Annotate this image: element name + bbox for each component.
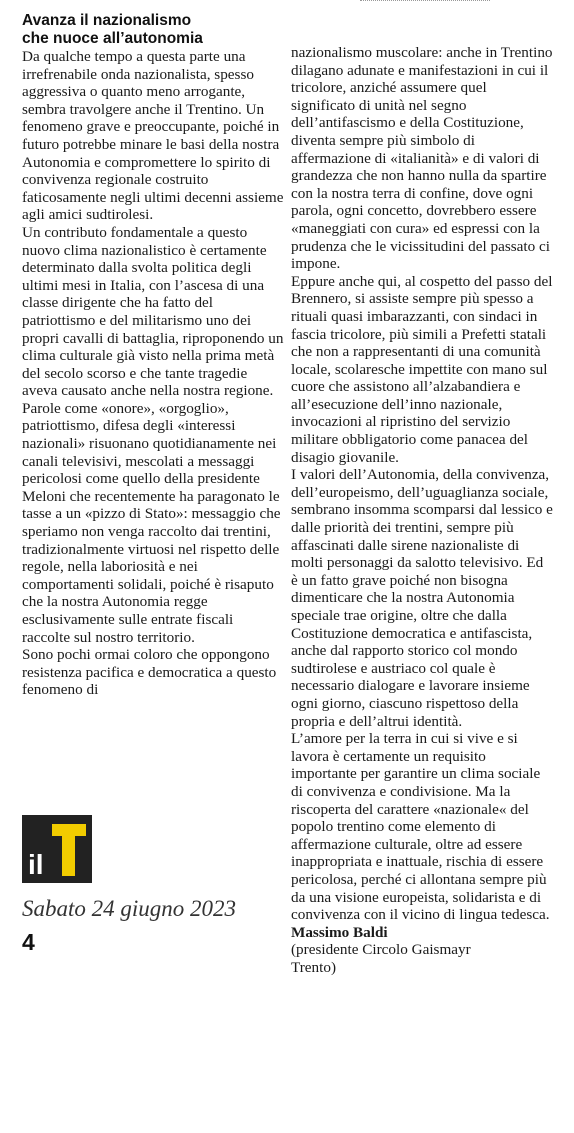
paragraph: Eppure anche qui, al cospetto del passo del Brennero, si assiste sempre più spesso a rituali quasi imbarazzanti, con sindaci in fascia tricolore, più simili a Prefetti statali che non a rappresentanti di una comunità locale, scolaresche impettite con mano sul cuore che assistono all’alzabandiera e all’esecuzione dell’inno nazionale, invocazioni al ripristino del servizio militare obbligatorio come panacea del disagio giovanile. [291, 272, 553, 466]
article-right-column [291, 44, 553, 976]
paragraph: Da qualche tempo a questa parte una irrefrenabile onda nazionalista, spesso aggressiva o quanto meno arrogante, sembra travolgere anche il Trentino. Un fenomeno grave e preoccupante, poiché in futuro potrebbe minare le basi della nostra Autonomia e compromettere lo spirito di convivenza regionale costruito faticosamente negli ultimi decenni assieme agli amici sudtirolesi. [22, 48, 284, 224]
page-top-rule [360, 0, 490, 3]
author-role-line-2: Trento) [291, 958, 337, 976]
author-role-line-1: (presidente Circolo Gaismayr [291, 941, 471, 959]
article-left-column [22, 12, 284, 699]
il-T-logo-icon [22, 815, 92, 883]
paragraph: nazionalismo muscolare: anche in Trentino dilagano adunate e manifestazioni in cui il tricolore, anziché assumere quel significato di unità nel segno dell’antifascismo e della Costituzione, diventa sempre più simbolo di affermazione di «italianità» e di valori di grandezza che non hanno nulla da spartire con la nostra terra di confine, dove ogni parola, ogni concetto, dovrebbero essere «maneggiati con cura» ed espressi con la prudenza che le vicissitudini del passato ci impone. [291, 44, 553, 273]
paragraph: Sono pochi ormai coloro che oppongono resistenza pacifica e democratica a questo fenomeno di [22, 646, 277, 699]
logo-text: il [28, 849, 44, 880]
article-headline [22, 12, 284, 48]
paragraph: I valori dell’Autonomia, della convivenza, dell’europeismo, dell’uguaglianza sociale, sembrano insomma scomparsi dal lessico e dalle priorità dei trentini, sempre più affascinati dalle sirene nazionaliste di molti personaggi da salotto televisivo. Ed è un fatto grave poiché non bisogna dimenticare che la nostra Autonomia speciale trae origine, oltre che dalla Costituzione democratica e antifascista, anche dal rapporto storico col mondo sudtirolese e austriaco col quale è necessario dialogare e lavorare insieme ogni giorno, ciascuno rispettoso della propria e dell’altrui identità. [291, 466, 553, 730]
logo-t-bar [52, 824, 86, 836]
paragraph: L’amore per la terra in cui si vive e si lavora è certamente un requisito importante per garantire un clima sociale di convivenza e condivisione. Ma la riscoperta del carattere «nazionale« del popolo trentino come elemento di affermazione culturale, oltre ad essere inappropriata e inattuale, rischia di essere pericolosa, perché ci allontana sempre più da una visione europeista, solidarista e di convivenza con il vicino di lingua tedesca. [291, 730, 550, 924]
paragraph: Un contributo fondamentale a questo nuovo clima nazionalistico è certamente determinato dalla svolta politica degli ultimi mesi in Italia, con l’ascesa di una classe dirigente che ha fatto del patriottismo e del militarismo uno dei propri cavalli di battaglia, riproponendo un clima culturale già visto nella prima metà del secolo scorso e che tante tragedie aveva causato anche nella nostra regione. Parole come «onore», «orgoglio», patriottismo, difesa degli «interessi nazionali» risuonano quotidianamente nei canali televisivi, mescolati a messaggi pericolosi come quello della presidente Meloni che recentemente ha paragonato le tasse a un «pizzo di Stato»: messaggio che speriamo non venga raccolto dai trentini, tradizionalmente virtuosi nel rispetto delle regole, nella laboriosità e nei comportamenti solidali, poiché è risaputo che la nostra Autonomia regge esclusivamente sulle entrate fiscali raccolte sul nostro territorio. [22, 223, 284, 646]
headline-line-2: che nuoce all’autonomia [22, 30, 203, 47]
author-role [291, 941, 553, 976]
page-number: 4 [22, 929, 35, 955]
author-name: Massimo Baldi [291, 923, 388, 941]
issue-date: Sabato 24 giugno 2023 [22, 896, 237, 921]
headline-line-1: Avanza il nazionalismo [22, 12, 192, 29]
logo-t-stem [62, 836, 75, 876]
